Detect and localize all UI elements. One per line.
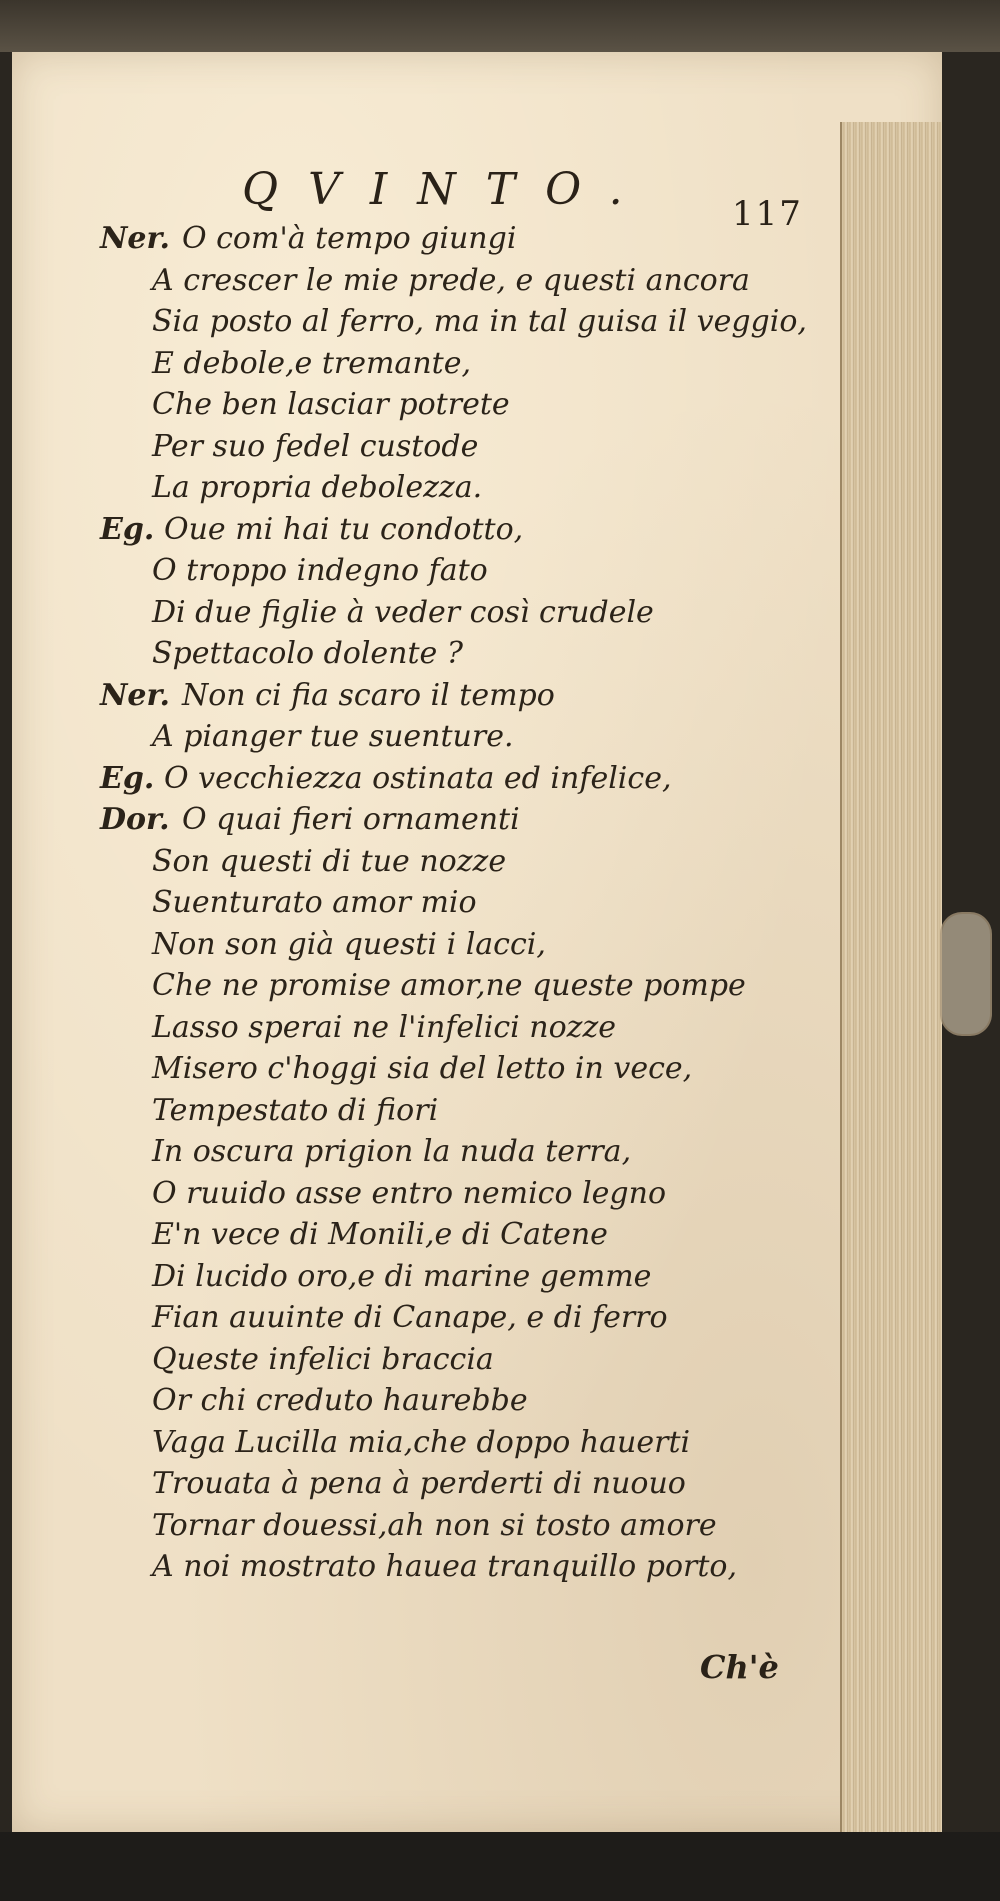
verse-line [12, 1297, 942, 1339]
verse-text-line: Sia posto al ferro, ma in tal guisa il veggio, [152, 304, 807, 339]
verse-text-line: Oue mi hai tu condotto, [164, 511, 524, 547]
speaker-label: Ner. [100, 221, 171, 256]
verse-line [12, 924, 942, 966]
verse-line [12, 841, 942, 883]
verse-text-line: Misero c'hoggi sia del letto in vece, [152, 1051, 693, 1086]
verse-text-line: Suenturato amor mio [152, 885, 477, 920]
verse-text-line: A pianger tue suenture. [152, 719, 514, 754]
verse-text-line: E debole,e tremante, [152, 345, 471, 381]
verse-text-line: Queste infelici braccia [152, 1341, 494, 1377]
verse-line [12, 592, 942, 634]
book-page [12, 52, 942, 1832]
verse-line [12, 716, 942, 758]
verse-line [12, 758, 942, 800]
verse-line [12, 1339, 942, 1381]
book-cover-bottom [0, 1832, 1000, 1901]
verse-text-line: Non son già questi i lacci, [152, 926, 546, 962]
speaker-label: Eg. [100, 760, 155, 796]
verse-line [12, 633, 942, 675]
verse-line [12, 260, 942, 302]
verse-line [12, 1422, 942, 1464]
verse-line [12, 1131, 942, 1173]
verse-line [12, 1256, 942, 1298]
verse-text-line: Vaga Lucilla mia,che doppo hauerti [152, 1424, 691, 1460]
verse-text-line: O com'à tempo giungi [182, 221, 517, 256]
verse-line [12, 1173, 942, 1215]
verse-line [12, 675, 942, 717]
verse-line [12, 1380, 942, 1422]
page-number: 117 [732, 194, 803, 234]
verse-line [12, 426, 942, 468]
verse-text-line: O vecchiezza ostinata ed infelice, [164, 760, 672, 796]
verse-text-line: Trouata à pena à perderti di nuouo [152, 1466, 686, 1501]
verse-line [12, 1048, 942, 1090]
running-header: QVINTO. [242, 164, 653, 215]
verse-line [12, 509, 942, 551]
verse-line [12, 301, 942, 343]
book-cover-top [0, 0, 1000, 52]
verse-text [12, 218, 942, 1588]
speaker-label: Eg. [100, 511, 155, 547]
verse-line [12, 384, 942, 426]
verse-text-line: In oscura prigion la nuda terra, [152, 1134, 632, 1169]
verse-line [12, 218, 942, 260]
verse-line [12, 550, 942, 592]
verse-text-line: O ruuido asse entro nemico legno [152, 1175, 666, 1211]
verse-line [12, 799, 942, 841]
verse-text-line: A crescer le mie prede, e questi ancora [152, 262, 750, 298]
verse-text-line: O quai fieri ornamenti [182, 802, 520, 837]
verse-text-line: O troppo indegno fato [152, 553, 488, 588]
verse-text-line: Spettacolo dolente ? [152, 636, 463, 671]
verse-text-line: E'n vece di Monili,e di Catene [152, 1217, 608, 1252]
verse-line [12, 1505, 942, 1547]
speaker-label: Dor. [100, 802, 170, 837]
verse-line [12, 882, 942, 924]
verse-text-line: Che ne promise amor,ne queste pompe [152, 968, 746, 1003]
verse-text-line: A noi mostrato hauea tranquillo porto, [152, 1549, 738, 1584]
verse-text-line: Or chi creduto haurebbe [152, 1383, 528, 1418]
verse-line [12, 1090, 942, 1132]
verse-line [12, 1546, 942, 1588]
catchword: Ch'è [700, 1648, 779, 1686]
verse-text-line: Che ben lasciar potrete [152, 387, 510, 422]
verse-text-line: Tornar douessi,ah non si tosto amore [152, 1507, 717, 1543]
verse-text-line: Non ci fia scaro il tempo [182, 677, 555, 713]
verse-line [12, 1214, 942, 1256]
page-tab-marker [940, 912, 992, 1036]
verse-text-line: Tempestato di fiori [152, 1092, 439, 1128]
verse-line [12, 343, 942, 385]
verse-line [12, 467, 942, 509]
speaker-label: Ner. [100, 677, 171, 713]
verse-text-line: Di due figlie à veder così crudele [152, 594, 654, 630]
verse-text-line: Son questi di tue nozze [152, 843, 507, 879]
verse-text-line: Di lucido oro,e di marine gemme [152, 1258, 652, 1294]
verse-text-line: Per suo fedel custode [152, 428, 479, 464]
verse-line [12, 965, 942, 1007]
verse-text-line: Fian auuinte di Canape, e di ferro [152, 1300, 668, 1335]
verse-text-line: Lasso sperai ne l'infelici nozze [152, 1009, 617, 1045]
verse-text-line: La propria debolezza. [152, 470, 483, 505]
verse-line [12, 1463, 942, 1505]
verse-line [12, 1007, 942, 1049]
